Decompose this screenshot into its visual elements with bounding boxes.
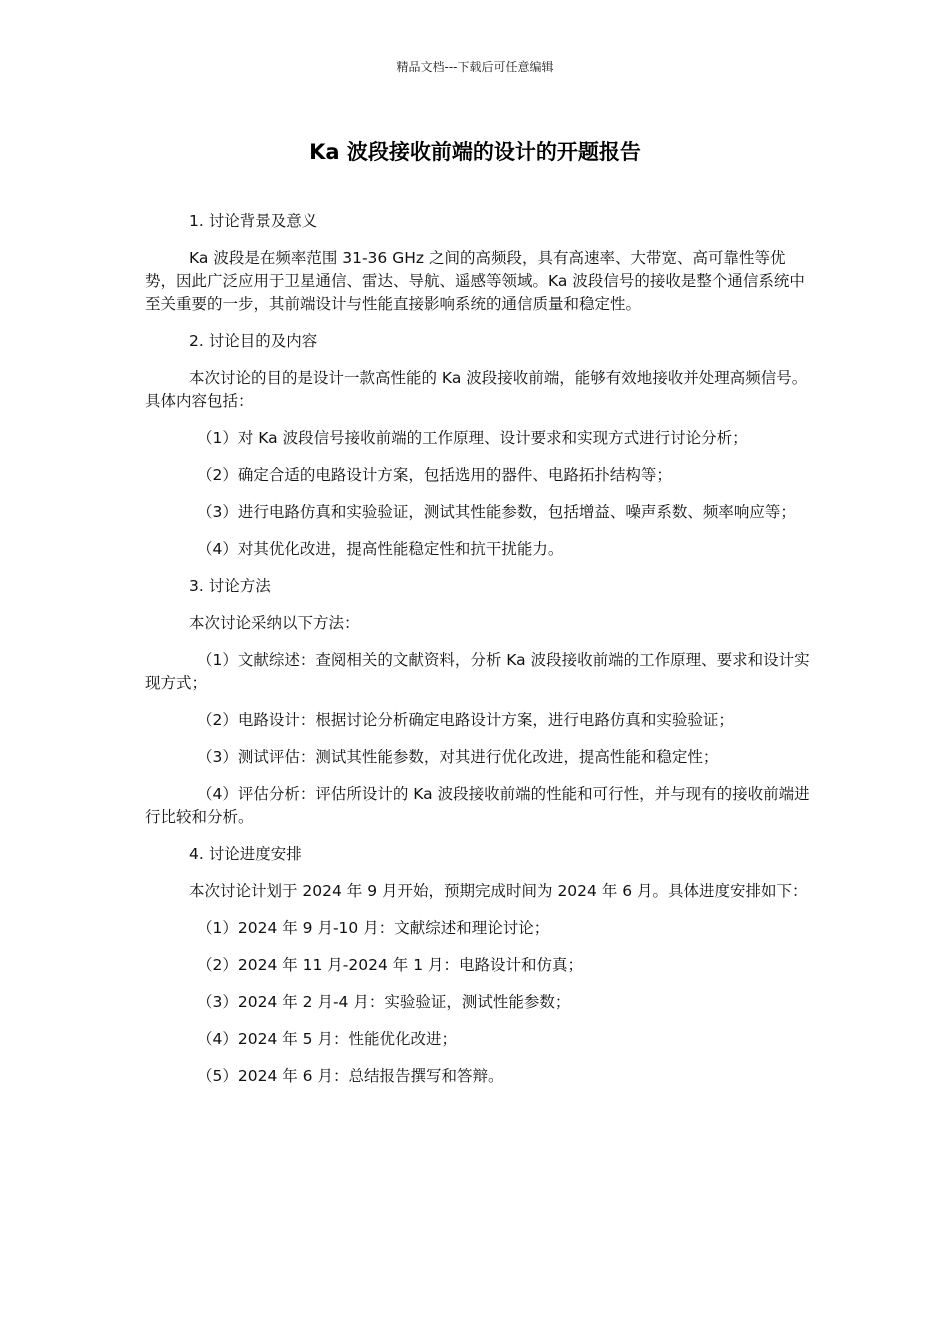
list-item: （2）确定合适的电路设计方案，包括选用的器件、电路拓扑结构等； [197,466,672,484]
page-header: 精品文档---下载后可任意编辑 [396,60,554,74]
list-item: （5）2024 年 6 月：总结报告撰写和答辩。 [197,1067,504,1085]
list-item: （1）2024 年 9 月-10 月：文献综述和理论讨论； [197,919,550,937]
document-title: Ka 波段接收前端的设计的开题报告 [309,140,641,164]
section-heading: 4. 讨论进度安排 [189,845,302,863]
section-heading: 1. 讨论背景及意义 [189,212,318,230]
list-item: （2）电路设计：根据讨论分析确定电路设计方案，进行电路仿真和实验验证； [197,711,734,729]
list-item: （1）文献综述：查阅相关的文献资料，分析 Ka 波段接收前端的工作原理、要求和设计实现方式； [145,651,810,692]
list-item: （4）2024 年 5 月：性能优化改进； [197,1030,457,1048]
list-item: （2）2024 年 11 月-2024 年 1 月：电路设计和仿真； [197,956,583,974]
section-heading: 3. 讨论方法 [189,577,271,595]
list-item: （4）评估分析：评估所设计的 Ka 波段接收前端的性能和可行性，并与现有的接收前端进行比较和分析。 [145,785,810,826]
body-paragraph: 本次讨论采纳以下方法： [189,614,360,632]
list-item: （4）对其优化改进，提高性能稳定性和抗干扰能力。 [197,540,564,558]
list-item: （3）测试评估：测试其性能参数，对其进行优化改进，提高性能和稳定性； [197,748,719,766]
section-heading: 2. 讨论目的及内容 [189,332,318,350]
body-paragraph: 本次讨论的目的是设计一款高性能的 Ka 波段接收前端，能够有效地接收并处理高频信号。具体内容包括： [145,369,808,410]
body-paragraph: 本次讨论计划于 2024 年 9 月开始，预期完成时间为 2024 年 6 月。具体进度安排如下： [189,882,808,900]
list-item: （1）对 Ka 波段信号接收前端的工作原理、设计要求和实现方式进行讨论分析； [197,429,748,447]
document-body [145,210,810,1102]
list-item: （3）进行电路仿真和实验验证，测试其性能参数，包括增益、噪声系数、频率响应等； [197,503,796,521]
body-paragraph: Ka 波段是在频率范围 31-36 GHz 之间的高频段，具有高速率、大带宽、高可靠性等优势，因此广泛应用于卫星通信、雷达、导航、遥感等领域。Ka 波段信号的接收是整个通信系统中至关重要的一步，其前端设计与性能直接影响系统的通信质量和稳定性。 [145,249,805,313]
list-item: （3）2024 年 2 月-4 月：实验验证，测试性能参数； [197,993,571,1011]
